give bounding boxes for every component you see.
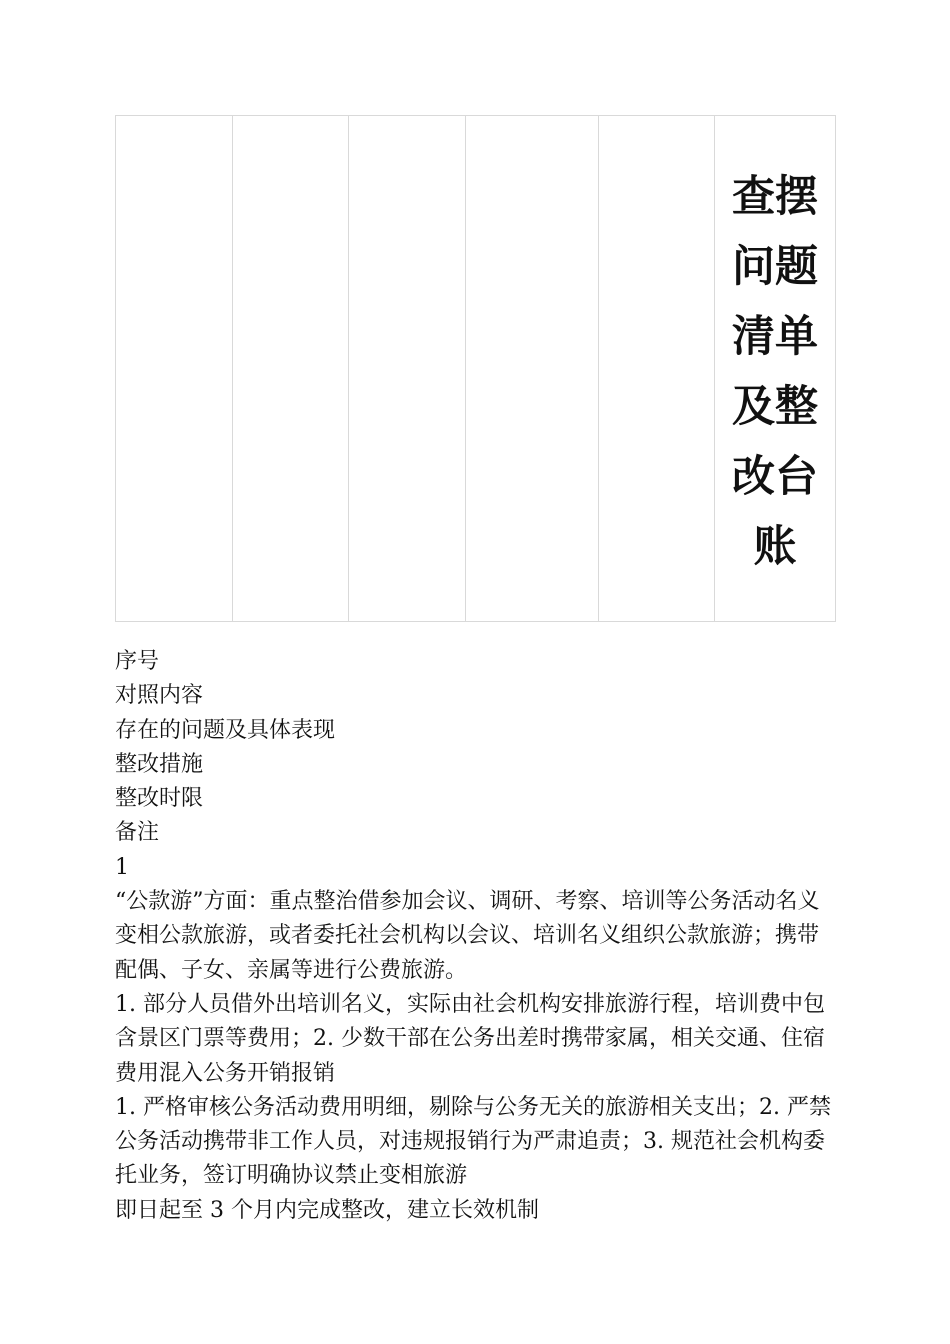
document-body (115, 645, 837, 1228)
header-measures: 整改措施 (115, 751, 204, 777)
row-measures: 1. 严格审核公务活动费用明细，剔除与公务无关的旅游相关支出；2. 严禁公务活动携带非工作人员，对违规报销行为严肃追责；3. 规范社会机构委托业务，签订明确协议禁止变相旅游 (115, 1094, 831, 1189)
header-problems: 存在的问题及具体表现 (115, 717, 336, 743)
header-deadline: 整改时限 (115, 786, 204, 812)
row-problems: 1. 部分人员借外出培训名义，实际由社会机构安排旅游行程，培训费中包含景区门票等费用；2. 少数干部在公务出差时携带家属，相关交通、住宿费用混入公务开销报销 (115, 991, 825, 1086)
table-column (116, 116, 233, 621)
row-content: “公款游”方面：重点整治借参加会议、调研、考察、培训等公务活动名义变相公款旅游，或者委托社会机构以会议、培训名义组织公款旅游；携带配偶、子女、亲属等进行公费旅游。 (115, 889, 820, 983)
title-line: 问题 (732, 242, 818, 292)
title-column (715, 116, 835, 621)
document-title (715, 162, 835, 582)
title-line: 查摆 (732, 172, 818, 222)
row-number: 1 (115, 854, 129, 880)
table-column (349, 116, 466, 621)
header-serial: 序号 (115, 649, 160, 674)
row-deadline: 即日起至 3 个月内完成整改，建立长效机制 (115, 1197, 539, 1223)
header-content: 对照内容 (115, 683, 204, 709)
header-table (115, 115, 836, 622)
title-line: 清单 (732, 312, 818, 362)
title-line: 及整 (732, 382, 818, 432)
table-column (233, 116, 349, 621)
header-remarks: 备注 (115, 820, 160, 846)
table-column (599, 116, 715, 621)
table-column (466, 116, 599, 621)
title-line: 账 (753, 522, 797, 572)
title-line: 改台 (732, 452, 818, 502)
